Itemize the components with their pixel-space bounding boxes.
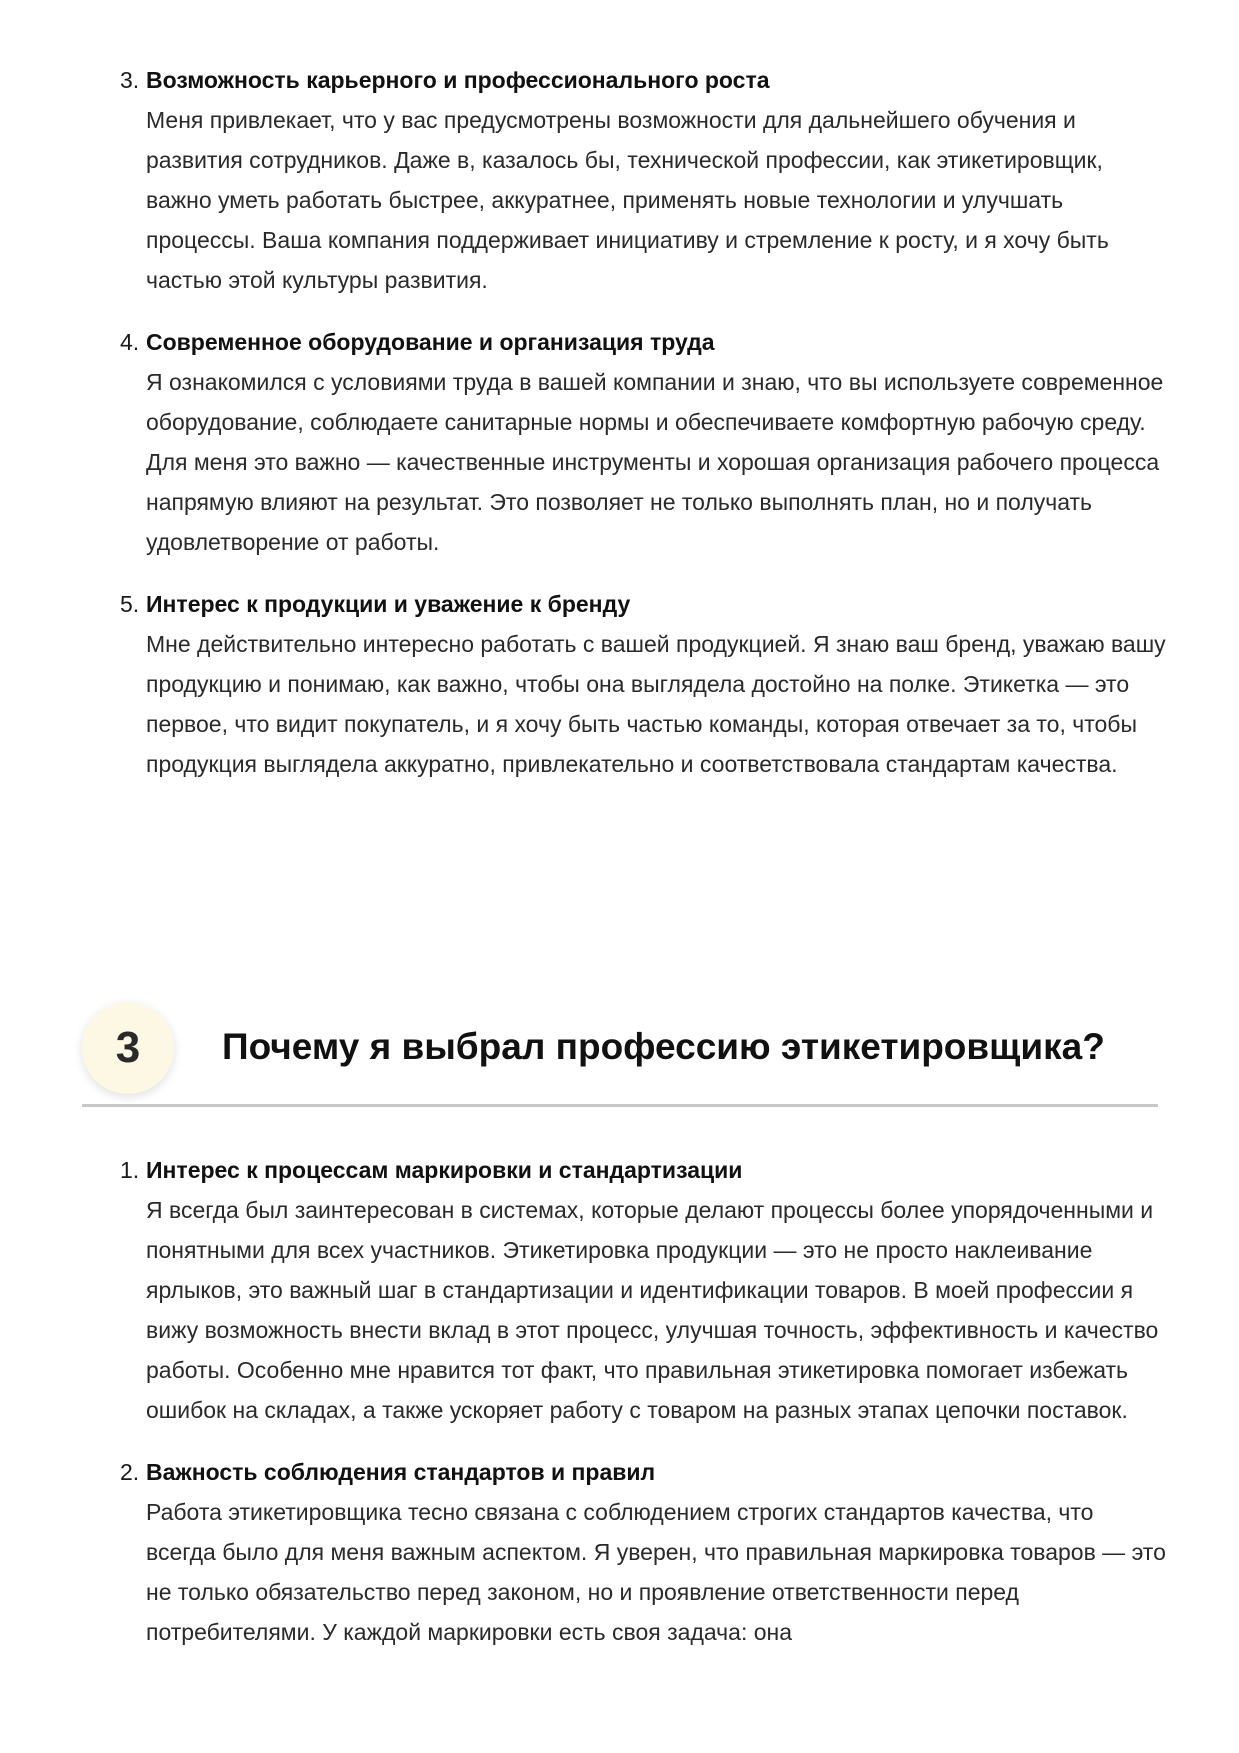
reasons-list-bottom — [120, 1150, 1170, 1674]
list-item-number: 4. — [120, 329, 140, 355]
list-item-title: Важность соблюдения стандартов и правил — [146, 1459, 656, 1485]
section-number-badge: 3 — [82, 1002, 174, 1094]
list-item — [120, 1150, 1170, 1430]
section-title: Почему я выбрал профессию этикетировщика? — [222, 1026, 1105, 1067]
list-item-text: Я всегда был заинтересован в системах, которые делают процессы более упорядоченными и понятными для всех участников. Этикетировка продукции — это не просто наклеивание ярлыков, это важный шаг в стандартизации и идентификации товаров. В моей профессии я вижу возможность внести вклад в этот процесс, улучшая точность, эффективность и качество работы. Особенно мне нравится тот факт, что правильная этикетировка помогает избежать ошибок на складах, а также ускоряет работу с товаром на разных этапах цепочки поставок. — [146, 1197, 1159, 1423]
list-item-title: Интерес к процессам маркировки и стандартизации — [146, 1157, 743, 1183]
reasons-list-top — [120, 60, 1170, 806]
list-item-number: 1. — [120, 1157, 140, 1183]
list-item-text: Работа этикетировщика тесно связана с соблюдением строгих стандартов качества, что всегда было для меня важным аспектом. Я уверен, что правильная маркировка товаров — это не только обязательство перед законом, но и проявление ответственности перед потребителями. У каждой маркировки есть своя задача: она — [146, 1499, 1166, 1645]
list-item-text: Я ознакомился с условиями труда в вашей компании и знаю, что вы используете современное оборудование, соблюдаете санитарные нормы и обеспечиваете комфортную рабочую среду. Для меня это важно — качественные инструменты и хорошая организация рабочего процесса напрямую влияют на результат. Это позволяет не только выполнять план, но и получать удовлетворение от работы. — [146, 369, 1164, 555]
list-item-text: Мне действительно интересно работать с вашей продукцией. Я знаю ваш бренд, уважаю вашу продукцию и понимаю, как важно, чтобы она выглядела достойно на полке. Этикетка — это первое, что видит покупатель, и я хочу быть частью команды, которая отвечает за то, чтобы продукция выглядела аккуратно, привлекательно и соответствовала стандартам качества. — [146, 631, 1166, 777]
list-item-text: Меня привлекает, что у вас предусмотрены возможности для дальнейшего обучения и развития сотрудников. Даже в, казалось бы, технической профессии, как этикетировщик, важно уметь работать быстрее, аккуратнее, применять новые технологии и улучшать процессы. Ваша компания поддерживает инициативу и стремление к росту, и я хочу быть частью этой культуры развития. — [146, 107, 1109, 293]
list-item — [120, 584, 1170, 784]
list-item-title: Интерес к продукции и уважение к бренду — [146, 591, 631, 617]
list-item — [120, 60, 1170, 300]
list-item-title: Возможность карьерного и профессионального роста — [146, 67, 770, 93]
list-item — [120, 322, 1170, 562]
section-divider — [82, 1104, 1158, 1107]
list-item-number: 5. — [120, 591, 140, 617]
list-item-number: 3. — [120, 67, 140, 93]
section-header — [82, 1002, 1158, 1112]
list-item — [120, 1452, 1170, 1652]
list-item-number: 2. — [120, 1459, 140, 1485]
list-item-title: Современное оборудование и организация труда — [146, 329, 715, 355]
